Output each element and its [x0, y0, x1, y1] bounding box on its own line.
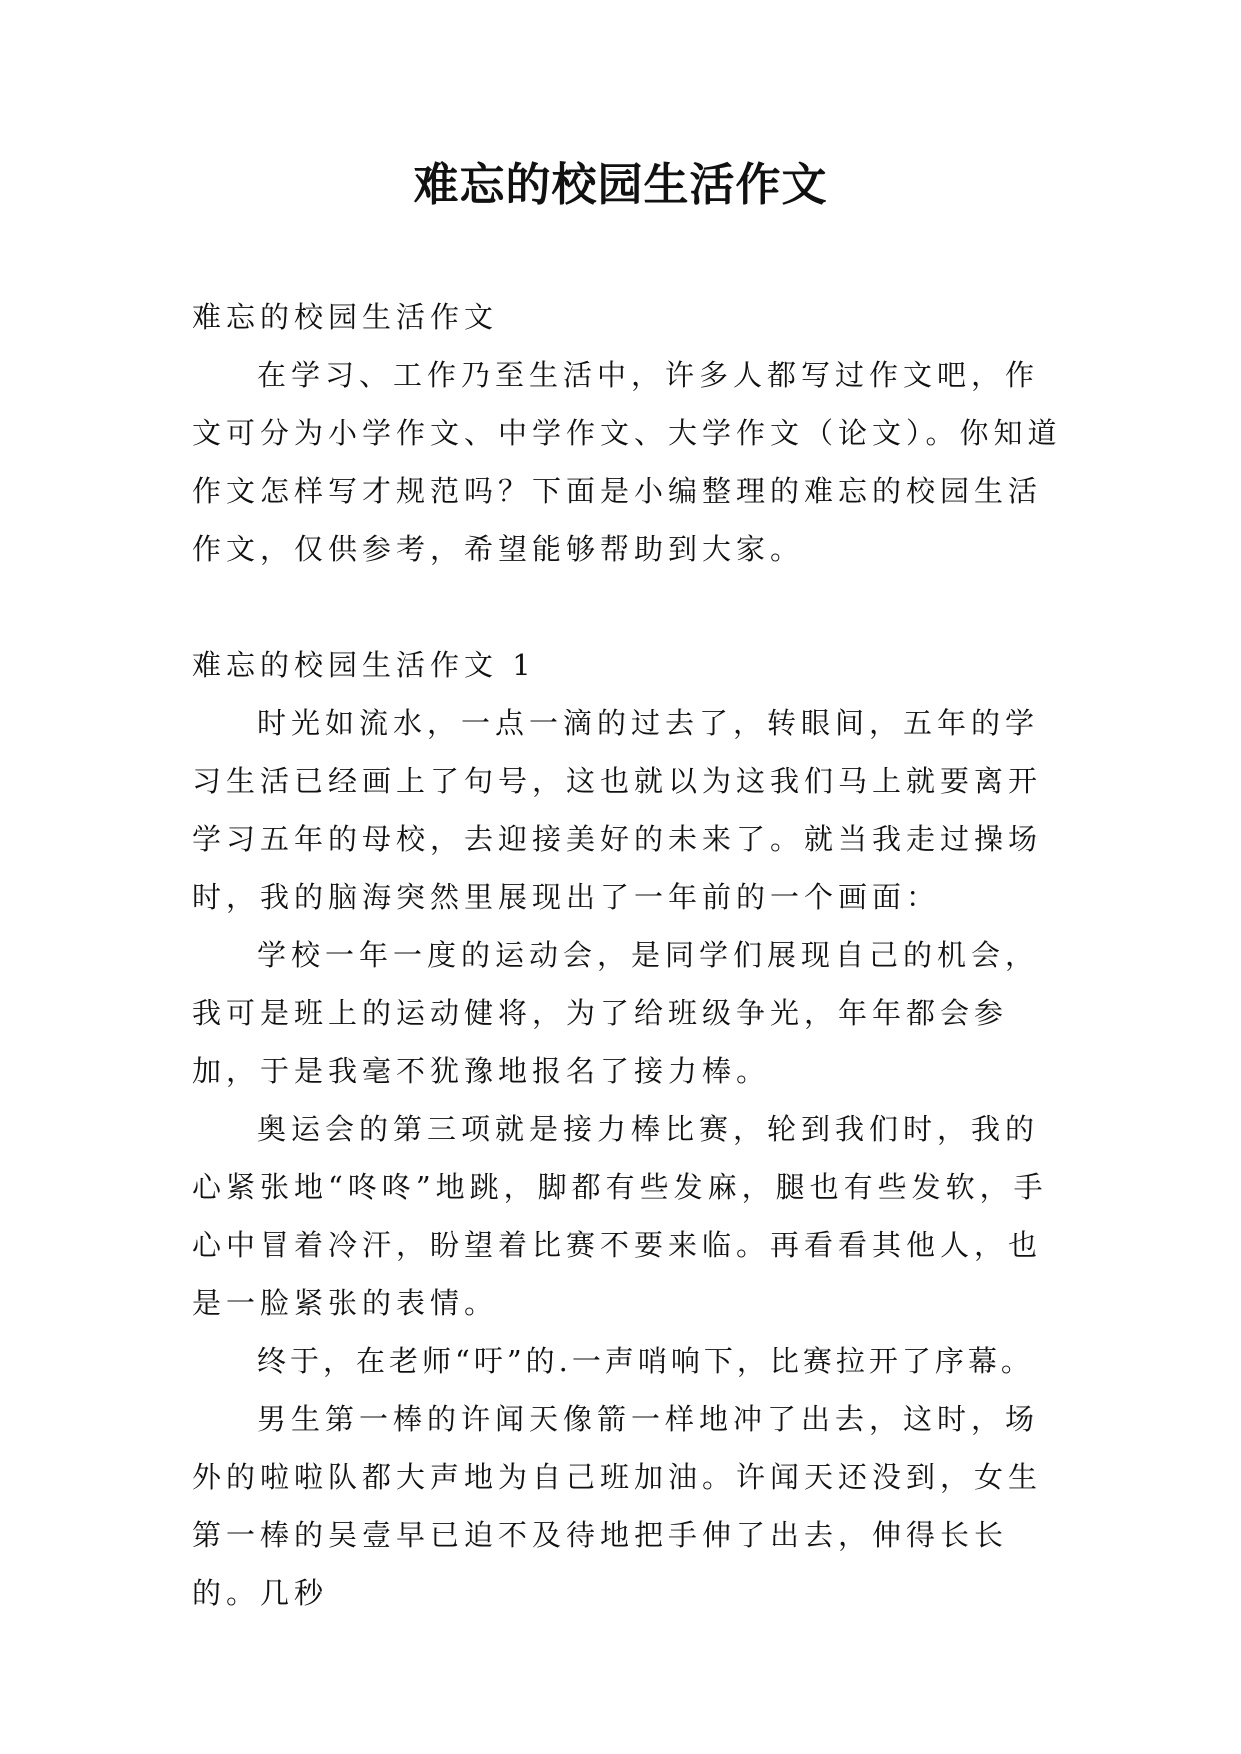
- intro-paragraph: 在学习、工作乃至生活中，许多人都写过作文吧，作文可分为小学作文、中学作文、大学作文（论文）。你知道作文怎样写才规范吗？下面是小编整理的难忘的校园生活作文，仅供参考，希望能够帮助到大家。: [192, 358, 1062, 566]
- document-body: [192, 288, 1072, 1622]
- document-title: 难忘的校园生活作文: [413, 158, 828, 211]
- body-paragraph: 学校一年一度的运动会，是同学们展现自己的机会，我可是班上的运动健将，为了给班级争光，年年都会参加，于是我毫不犹豫地报名了接力棒。: [192, 938, 1040, 1088]
- body-paragraph: 男生第一棒的许闻天像箭一样地冲了出去，这时，场外的啦啦队都大声地为自己班加油。许闻天还没到，女生第一棒的吴壹早已迫不及待地把手伸了出去，伸得长长的。几秒: [192, 1402, 1043, 1610]
- body-paragraph: 时光如流水，一点一滴的过去了，转眼间，五年的学习生活已经画上了句号，这也就以为这我们马上就要离开学习五年的母校，去迎接美好的未来了。就当我走过操场时，我的脑海突然里展现出了一年前的一个画面：: [192, 706, 1043, 914]
- body-paragraph: 奥运会的第三项就是接力棒比赛，轮到我们时，我的心紧张地“咚咚”地跳，脚都有些发麻，腿也有些发软，手心中冒着冷汗，盼望着比赛不要来临。再看看其他人，也是一脸紧张的表情。: [192, 1112, 1048, 1320]
- section-spacer: [192, 578, 1072, 636]
- body-paragraph: 终于，在老师“吁”的.一声哨响下，比赛拉开了序幕。: [257, 1344, 1034, 1378]
- section-heading: 难忘的校园生活作文 1: [192, 648, 536, 682]
- intro-heading: 难忘的校园生活作文: [192, 300, 499, 334]
